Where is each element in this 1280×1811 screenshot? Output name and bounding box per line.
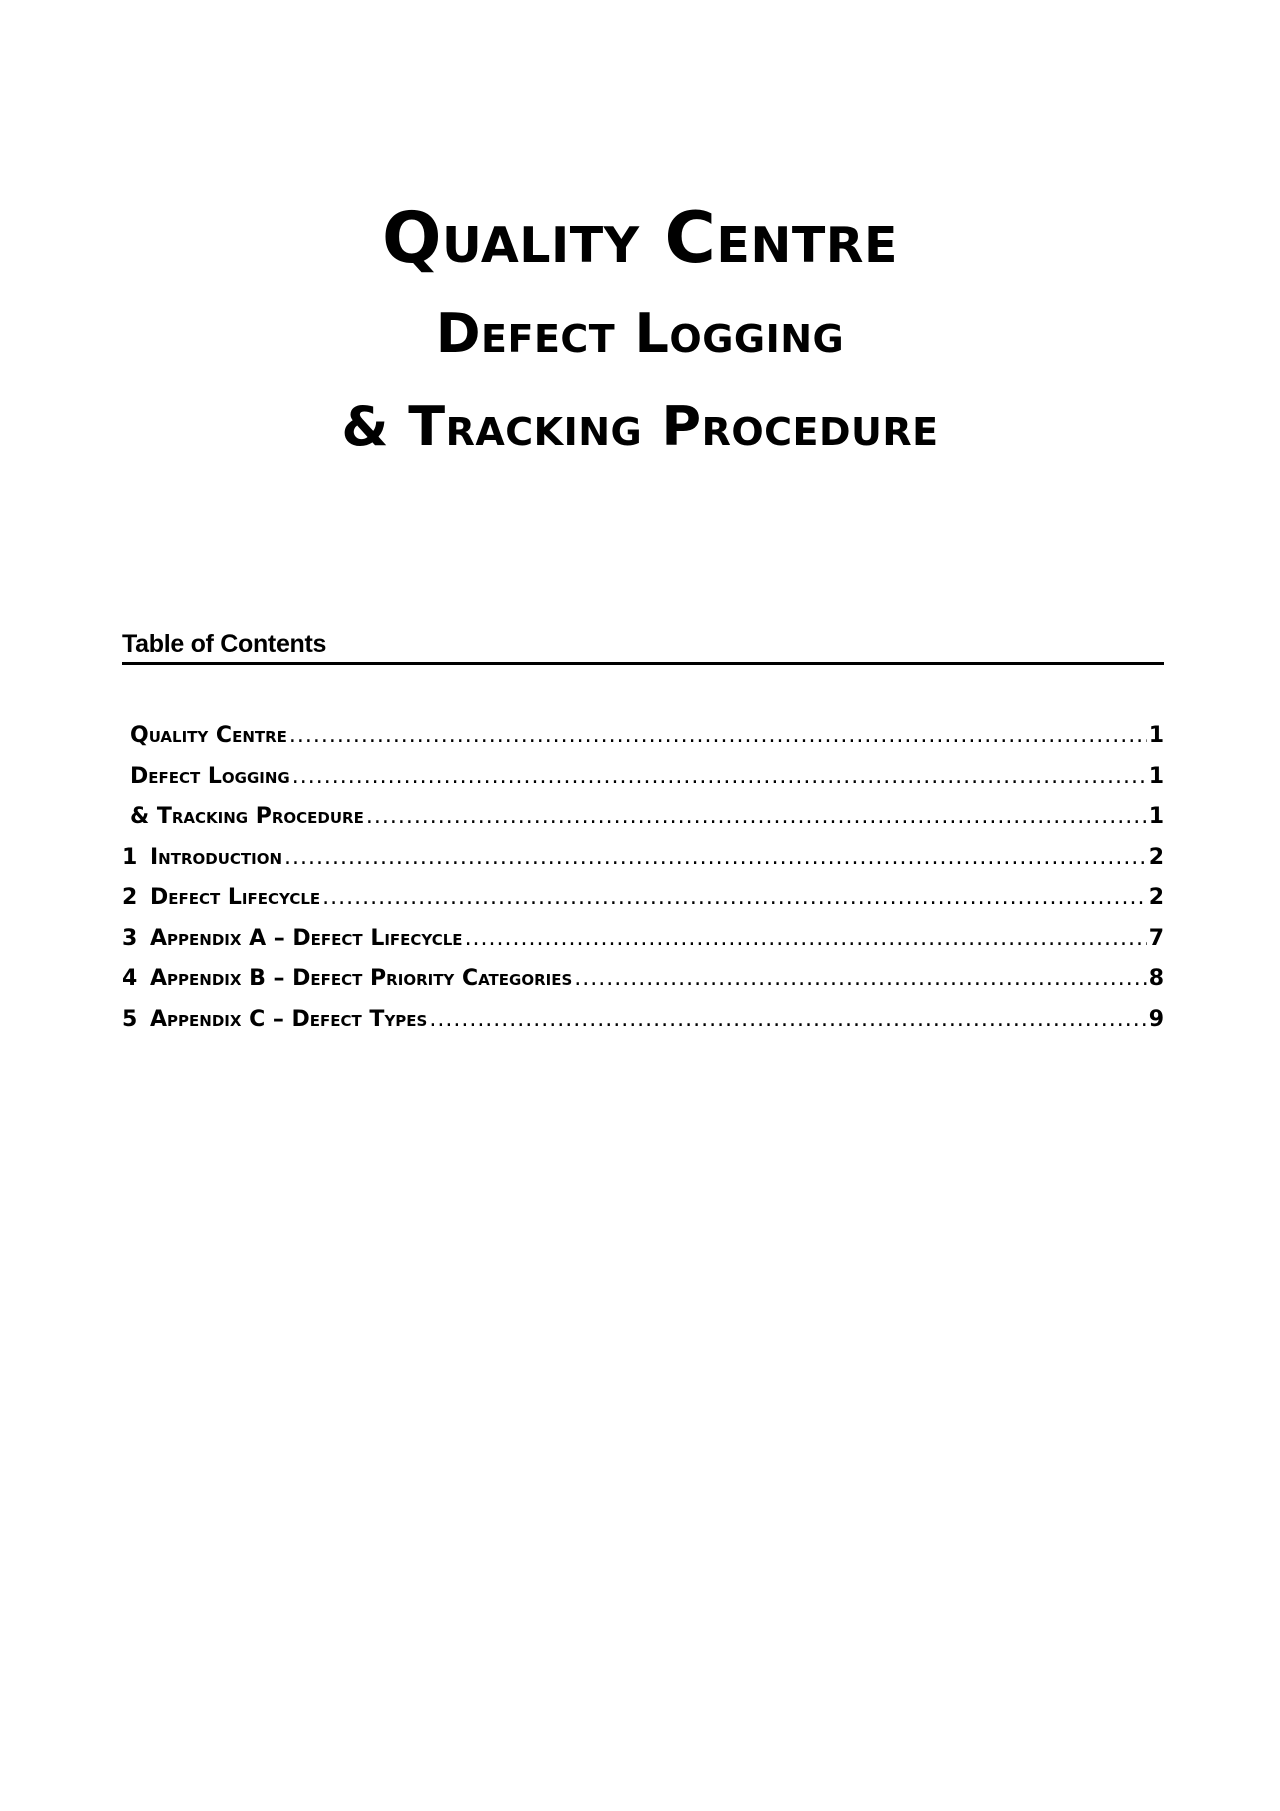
toc-entry-number: 4 [122, 966, 138, 991]
table-of-contents [122, 716, 1164, 1040]
toc-entry-text: Defect Logging [130, 763, 290, 789]
document-title: Quality Centre [382, 197, 898, 279]
toc-entry-text: & Tracking Procedure [130, 804, 364, 829]
toc-dot-leader [289, 716, 1147, 757]
toc-entry-page: 9 [1148, 1006, 1164, 1032]
toc-entry-number: 2 [122, 885, 138, 910]
toc-entry-text: Defect Lifecycle [150, 885, 321, 910]
toc-entry-appendix-b[interactable] [122, 959, 1164, 1000]
toc-dot-leader [292, 757, 1147, 798]
toc-dot-leader [465, 919, 1147, 960]
toc-entry-text: Appendix C – Defect Types [150, 1006, 428, 1032]
toc-entry-text: Introduction [150, 844, 283, 870]
toc-entry-defect-logging[interactable] [122, 757, 1164, 798]
toc-entry-introduction[interactable] [122, 838, 1164, 879]
toc-entry-appendix-a[interactable] [122, 919, 1164, 960]
toc-entry-number: 5 [122, 1006, 138, 1032]
toc-entry-appendix-c[interactable] [122, 1000, 1164, 1041]
toc-entry-text: Appendix B – Defect Priority Categories [150, 966, 573, 991]
toc-heading: Table of Contents [122, 626, 1164, 665]
toc-entry-defect-lifecycle[interactable] [122, 878, 1164, 919]
toc-entry-page: 1 [1148, 804, 1164, 829]
toc-entry-page: 2 [1148, 844, 1164, 870]
toc-dot-leader [322, 878, 1147, 919]
toc-entry-tracking-procedure[interactable] [122, 797, 1164, 838]
toc-dot-leader [574, 959, 1146, 1000]
toc-dot-leader [429, 1000, 1146, 1041]
toc-entry-number: 1 [122, 844, 138, 870]
toc-dot-leader [284, 838, 1147, 879]
toc-entry-quality-centre[interactable] [122, 716, 1164, 757]
toc-entry-text: Quality Centre [130, 723, 287, 748]
toc-entry-text: Appendix A – Defect Lifecycle [150, 925, 463, 951]
toc-entry-page: 2 [1148, 885, 1164, 910]
toc-entry-page: 1 [1148, 763, 1164, 789]
document-subtitle-line-1: Defect Logging [435, 302, 845, 365]
document-subtitle-line-2: & Tracking Procedure [341, 395, 939, 458]
toc-entry-number: 3 [122, 925, 138, 951]
toc-entry-page: 1 [1148, 723, 1164, 748]
toc-entry-page: 8 [1148, 966, 1164, 991]
toc-entry-page: 7 [1148, 925, 1164, 951]
toc-dot-leader [366, 797, 1147, 838]
